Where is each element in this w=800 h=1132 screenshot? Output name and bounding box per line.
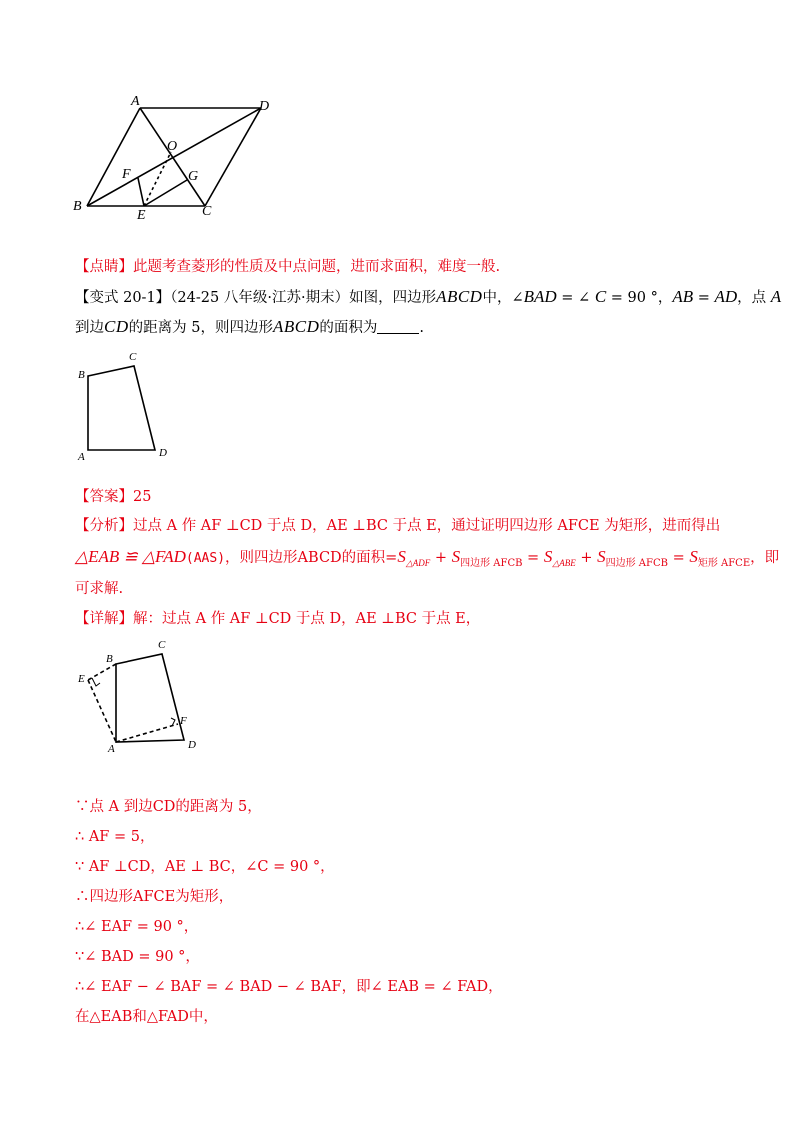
s5: S bbox=[689, 547, 698, 566]
s3: S bbox=[543, 547, 553, 566]
s1-sub: △ADF bbox=[405, 558, 431, 568]
label-E: E bbox=[137, 208, 146, 223]
perpendicular-diagram bbox=[72, 634, 212, 759]
comment-tag: 【点睛】 bbox=[75, 259, 133, 275]
step-4: ∴四边形AFCE为矩形， bbox=[75, 889, 234, 905]
variant-line2a: 到边 bbox=[75, 320, 104, 336]
step-6: ∵∠ BAD = 90 °， bbox=[75, 949, 200, 965]
plus2: + bbox=[575, 550, 598, 566]
s3-sub: △ABE bbox=[552, 558, 576, 568]
label-A2: A bbox=[78, 451, 85, 463]
variant-tail: ，点 bbox=[737, 290, 771, 306]
variant-line2c: 的面积为 bbox=[319, 320, 378, 336]
analysis-l2b: (AAS) bbox=[185, 551, 226, 566]
s5-sub: 矩形 AFCE bbox=[697, 558, 751, 569]
label-A: A bbox=[131, 94, 140, 109]
figure-perpendiculars bbox=[72, 634, 212, 759]
s4: S bbox=[597, 547, 606, 566]
label-D: D bbox=[259, 99, 270, 114]
label-D2: D bbox=[159, 447, 167, 459]
variant-c: C bbox=[594, 287, 607, 306]
label-C: C bbox=[202, 204, 212, 219]
s4-sub: 四边形 AFCB bbox=[605, 558, 668, 569]
comment-text: 此题考查菱形的性质及中点问题，进而求面积，难度一般. bbox=[133, 259, 501, 275]
answer-value: 25 bbox=[133, 489, 152, 505]
label-E3: E bbox=[78, 673, 85, 685]
s2: S bbox=[451, 547, 461, 566]
variant-line2d: . bbox=[419, 320, 424, 336]
variant-line2b: 的距离为 5，则四边形 bbox=[128, 320, 273, 336]
quadrilateral-diagram bbox=[72, 348, 182, 463]
variant-mid: 中，∠ bbox=[482, 290, 524, 306]
label-F: F bbox=[122, 167, 131, 182]
variant-bad: BAD bbox=[523, 287, 557, 306]
step-1: ∵点 A 到边CD的距离为 5， bbox=[75, 799, 262, 815]
step-8: 在△EAB和△FAD中， bbox=[75, 1009, 218, 1025]
variant-a: A bbox=[770, 287, 782, 306]
variant-quad: ABCD bbox=[436, 287, 483, 306]
variant-eq1: = ∠ bbox=[556, 290, 595, 306]
analysis-line-3 bbox=[75, 578, 123, 600]
eq2: = bbox=[667, 550, 690, 566]
variant-source: （24-25 八年级·江苏·期末）如图，四边形 bbox=[170, 290, 437, 306]
variant-cd: CD bbox=[104, 317, 129, 336]
variant-ad: AD bbox=[714, 287, 738, 306]
label-G: G bbox=[188, 169, 199, 184]
answer-blank bbox=[377, 319, 419, 334]
variant-deg: = 90 °， bbox=[606, 290, 673, 306]
detail-line bbox=[75, 608, 480, 630]
analysis-l2c: ，则四边形ABCD的面积= bbox=[225, 550, 398, 566]
analysis-line-2 bbox=[75, 546, 779, 575]
step-7: ∴∠ EAF − ∠ BAF = ∠ BAD − ∠ BAF，即∠ EAB = ∠ FAD， bbox=[75, 979, 503, 995]
eq: = bbox=[522, 550, 544, 566]
label-B: B bbox=[73, 199, 82, 214]
variant-tag: 【变式 20-1】 bbox=[75, 290, 171, 306]
figure-quadrilateral bbox=[72, 348, 182, 463]
label-A3: A bbox=[108, 743, 115, 755]
answer-line bbox=[75, 486, 151, 508]
step-2: ∴ AF = 5， bbox=[75, 829, 155, 845]
comment-line bbox=[75, 256, 500, 278]
variant-line-1 bbox=[75, 286, 781, 309]
rhombus-diagram bbox=[65, 92, 285, 227]
plus1: + bbox=[430, 550, 452, 566]
step-3: ∵ AF ⊥CD，AE ⊥ BC，∠C = 90 °， bbox=[75, 859, 335, 875]
label-B2: B bbox=[78, 369, 85, 381]
label-C2: C bbox=[129, 351, 137, 363]
analysis-l1: 过点 A 作 AF ⊥CD 于点 D，AE ⊥BC 于点 E，通过证明四边形 AFCE 为矩形，进而得出 bbox=[133, 518, 721, 534]
variant-ab: AB bbox=[672, 287, 694, 306]
answer-tag: 【答案】 bbox=[75, 489, 133, 505]
variant-line-2 bbox=[75, 316, 424, 339]
figure-rhombus bbox=[65, 92, 285, 227]
variant-quad2: ABCD bbox=[272, 317, 320, 336]
analysis-line-1 bbox=[75, 515, 720, 537]
analysis-l2a: △EAB ≌ △FAD bbox=[75, 547, 186, 566]
s2-sub: 四边形 AFCB bbox=[460, 558, 523, 569]
step-5: ∴∠ EAF = 90 °， bbox=[75, 919, 199, 935]
label-D3: D bbox=[188, 739, 196, 751]
detail-tag: 【详解】 bbox=[75, 611, 133, 627]
analysis-tag: 【分析】 bbox=[75, 518, 133, 534]
analysis-tail: ，即 bbox=[750, 550, 780, 566]
label-O: O bbox=[167, 139, 178, 154]
label-C3: C bbox=[158, 639, 166, 651]
variant-eq2: = bbox=[693, 290, 715, 306]
label-B3: B bbox=[106, 653, 113, 665]
s1: S bbox=[397, 547, 406, 566]
analysis-l3: 可求解. bbox=[75, 581, 124, 597]
label-F3: F bbox=[180, 715, 187, 727]
detail-l1: 解：过点 A 作 AF ⊥CD 于点 D，AE ⊥BC 于点 E， bbox=[133, 611, 481, 627]
